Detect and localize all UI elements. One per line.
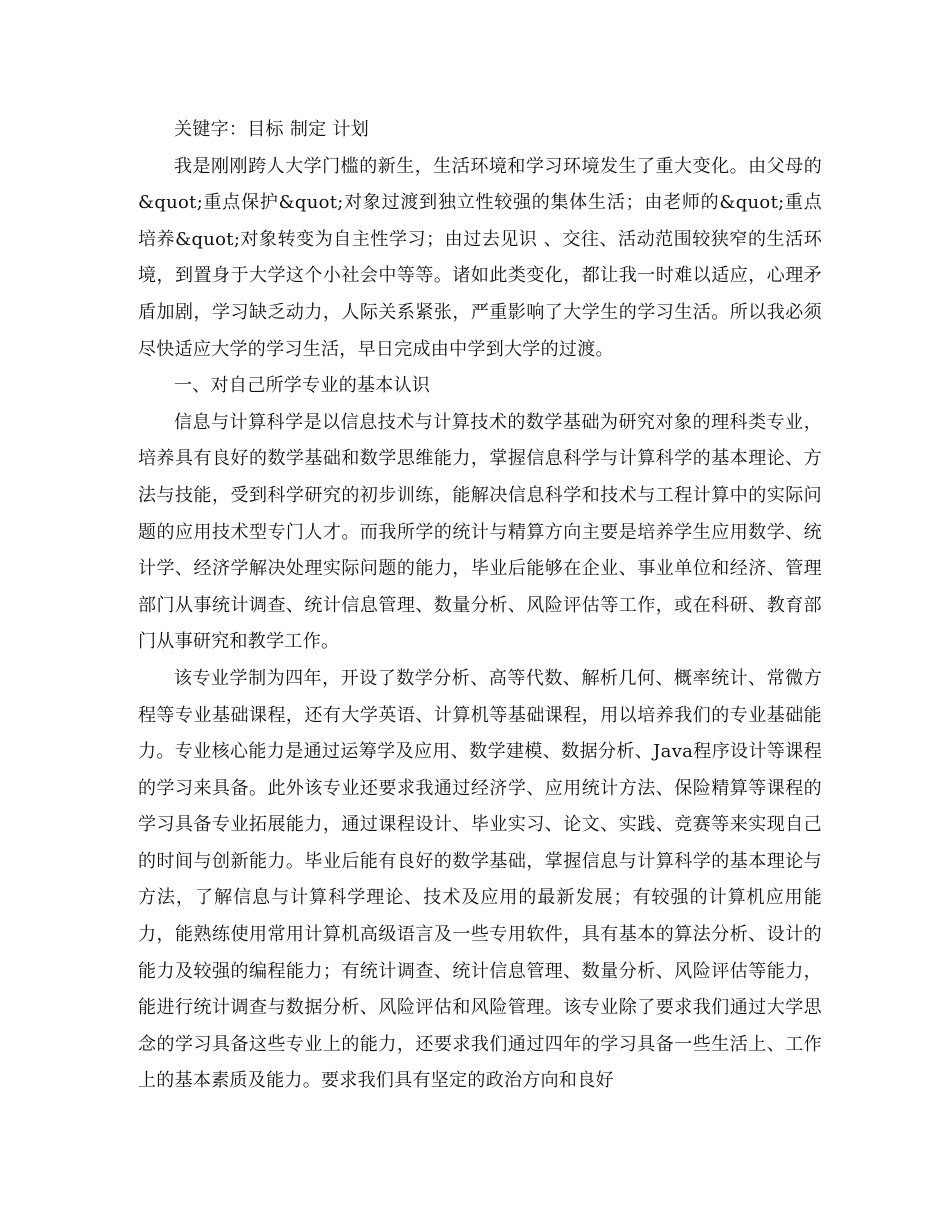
- major-description-paragraph: 信息与计算科学是以信息技术与计算技术的数学基础为研究对象的理科类专业，培养具有良好的数学基础和数学思维能力，掌握信息科学与计算科学的基本理论、方法与技能，受到科学研究的初步训练，能解决信息科学和技术与工程计算中的实际问题的应用技术型专门人才。而我所学的统计与精算方向主要是培养学生应用数学、统计学、经济学解决处理实际问题的能力，毕业后能够在企业、事业单位和经济、管理部门从事统计调查、统计信息管理、数量分析、风险评估等工作，或在科研、教育部门从事研究和教学工作。: [138, 411, 822, 653]
- keywords-line: 关键字：目标 制定 计划: [174, 119, 370, 140]
- curriculum-paragraph: 该专业学制为四年，开设了数学分析、高等代数、解析几何、概率统计、常微方程等专业基础课程，还有大学英语、计算机等基础课程，用以培养我们的专业基础能力。专业核心能力是通过运筹学及应用、数学建模、数据分析、Java程序设计等课程的学习来具备。此外该专业还要求我通过经济学、应用统计方法、保险精算等课程的学习具备专业拓展能力，通过课程设计、毕业实习、论文、实践、竞赛等来实现自己的时间与创新能力。毕业后能有良好的数学基础，掌握信息与计算科学的基本理论与方法，了解信息与计算科学理论、技术及应用的最新发展；有较强的计算机应用能力，能熟练使用常用计算机高级语言及一些专用软件，具有基本的算法分析、设计的能力及较强的编程能力；有统计调查、统计信息管理、数量分析、风险评估等能力，能进行统计调查与数据分析、风险评估和风险管理。该专业除了要求我们通过大学思念的学习具备这些专业上的能力，还要求我们通过四年的学习具备一些生活上、工作上的基本素质及能力。要求我们具有坚定的政治方向和良好: [138, 667, 822, 1092]
- section-heading: 一、对自己所学专业的基本认识: [174, 375, 431, 397]
- intro-paragraph: 我是刚刚跨人大学门槛的新生，生活环境和学习环境发生了重大变化。由父母的&quot;重点保护&quot;对象过渡到独立性较强的集体生活；由老师的&quot;重点培养&quot;对象转变为自主性学习；由过去见识 、交往、活动范围较狭窄的生活环境，到置身于大学这个小社会中等等。诸如此类变化，都让我一时难以适应，心理矛盾加剧，学习缺乏动力，人际关系紧张，严重影响了大学生的学习生活。所以我必须尽快适应大学的学习生活，早日完成由中学到大学的过渡。: [138, 155, 822, 360]
- document-body: [138, 112, 822, 1100]
